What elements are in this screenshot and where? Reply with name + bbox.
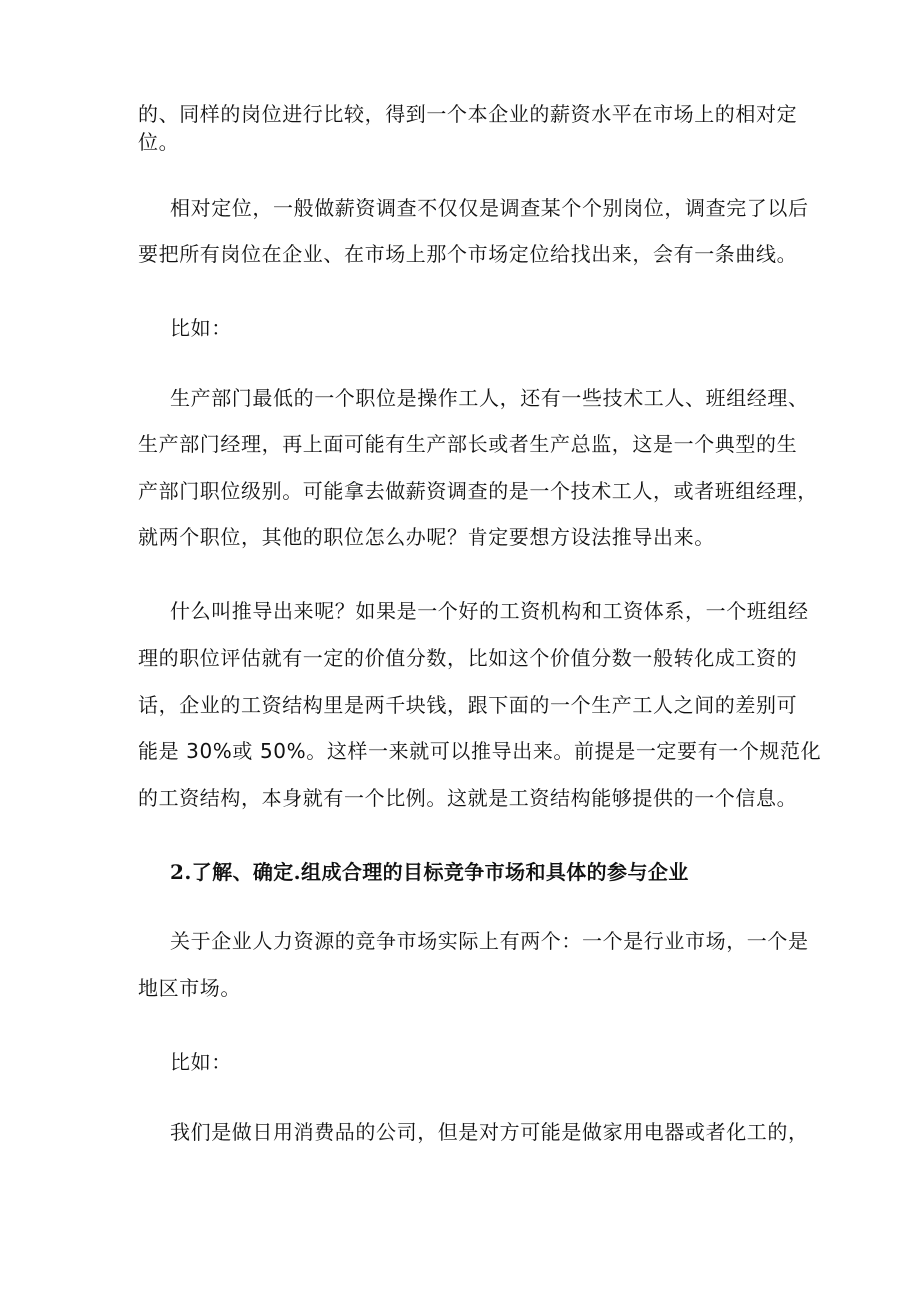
section-heading: 2.了解、确定.组成合理的目标竞争市场和具体的参与企业 xyxy=(170,860,689,884)
paragraph-line: 理的职位评估就有一定的价值分数，比如这个价值分数一般转化成工资的 xyxy=(138,646,798,670)
paragraph-line: 能是 30%或 50%。这样一来就可以推导出来。前提是一定要有一个规范化 xyxy=(138,739,822,763)
paragraph-line: 关于企业人力资源的竞争市场实际上有两个：一个是行业市场，一个是 xyxy=(170,929,809,953)
paragraph-line: 我们是做日用消费品的公司，但是对方可能是做家用电器或者化工的， xyxy=(170,1120,809,1144)
paragraph-line: 相对定位，一般做薪资调查不仅仅是调查某个个别岗位，调查完了以后 xyxy=(170,196,809,220)
paragraph-line: 生产部门最低的一个职位是操作工人，还有一些技术工人、班组经理、 xyxy=(170,386,809,410)
paragraph-line: 的工资结构，本身就有一个比例。这就是工资结构能够提供的一个信息。 xyxy=(138,786,798,810)
paragraph-line: 就两个职位，其他的职位怎么办呢？肯定要想方设法推导出来。 xyxy=(138,525,715,549)
paragraph-line: 位。 xyxy=(138,130,180,154)
paragraph-line: 生产部门经理，再上面可能有生产部长或者生产总监，这是一个典型的生 xyxy=(138,432,798,456)
paragraph-line: 比如： xyxy=(170,316,232,340)
paragraph-line: 产部门职位级别。可能拿去做薪资调查的是一个技术工人，或者班组经理， xyxy=(138,479,818,503)
paragraph-line: 比如： xyxy=(170,1050,232,1074)
paragraph-line: 什么叫推导出来呢？如果是一个好的工资机构和工资体系，一个班组经 xyxy=(170,599,809,623)
paragraph-line: 的、同样的岗位进行比较，得到一个本企业的薪资水平在市场上的相对定 xyxy=(138,102,798,126)
paragraph-line: 话，企业的工资结构里是两千块钱，跟下面的一个生产工人之间的差别可 xyxy=(138,693,798,717)
paragraph-line: 要把所有岗位在企业、在市场上那个市场定位给找出来，会有一条曲线。 xyxy=(138,242,798,266)
paragraph-line: 地区市场。 xyxy=(138,976,241,1000)
